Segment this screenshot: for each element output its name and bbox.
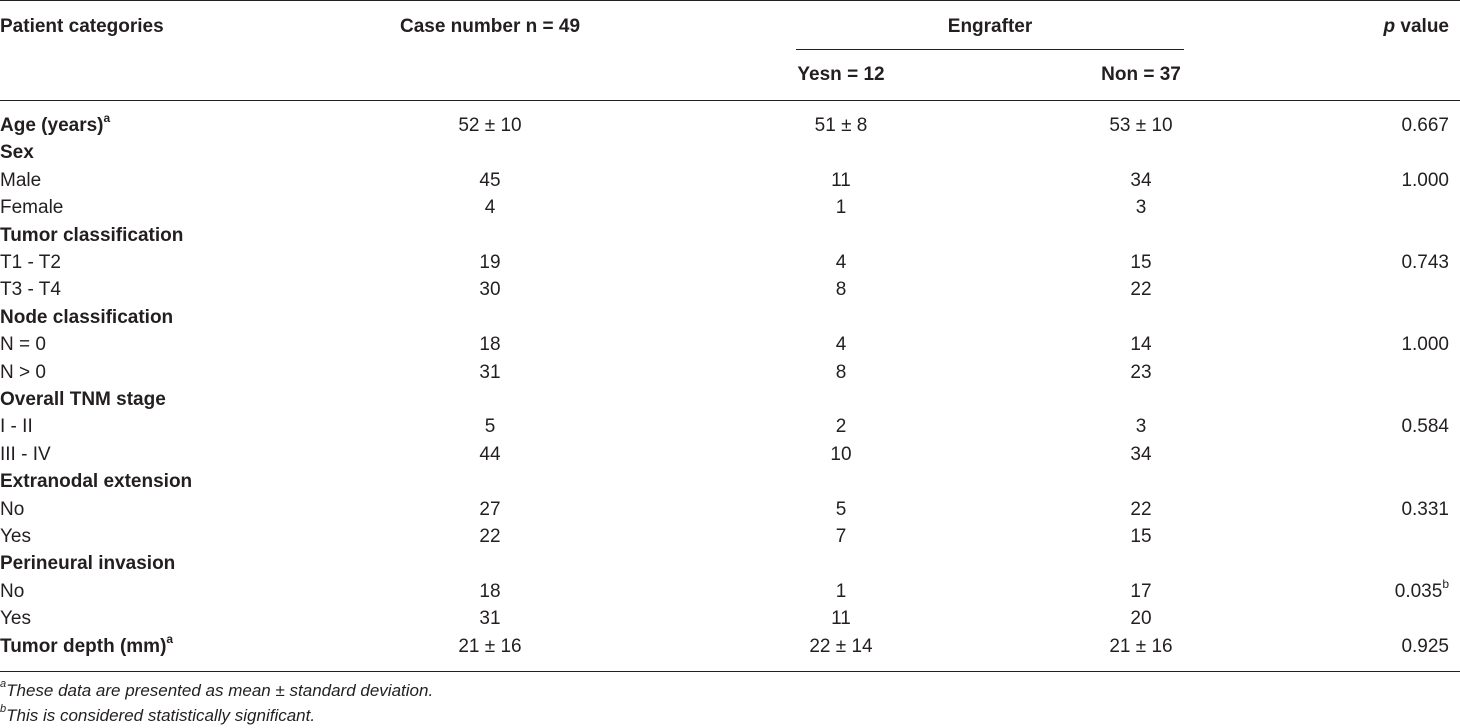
engrafter-no-cell: 20 (1130, 608, 1152, 629)
row-label-text: Age (years) (0, 115, 104, 136)
footnote-b-mark: b (0, 703, 7, 716)
p-value-text: 0.925 (1401, 636, 1449, 657)
header-engrafter: Engrafter (947, 16, 1033, 37)
row-label-text: Sex (0, 142, 34, 163)
engrafter-no-cell: 21 ± 16 (1109, 636, 1173, 657)
engrafter-no-cell: 14 (1130, 334, 1152, 355)
row-label-text: Tumor classification (0, 225, 184, 246)
p-value-footnote-mark: b (1442, 576, 1449, 591)
row-label-footnote-mark: a (103, 110, 111, 125)
row-label-text: Male (0, 170, 42, 191)
row-label-text: Yes (0, 526, 31, 547)
p-value-cell (1401, 636, 1449, 658)
row-label (0, 608, 31, 630)
row-label-text: No (0, 581, 25, 602)
row-label (0, 526, 31, 548)
p-value-cell (1394, 576, 1449, 603)
p-value-text: 0.667 (1401, 115, 1449, 136)
p-value-cell (1401, 499, 1449, 521)
row-label-text: Extranodal extension (0, 471, 193, 492)
row-label (0, 334, 46, 356)
engrafter-yes-cell: 4 (835, 252, 847, 273)
engrafter-no-cell: 22 (1130, 499, 1152, 520)
footnote-a-text: These data are presented as mean ± standard deviation. (6, 681, 434, 700)
engrafter-yes-cell: 8 (835, 279, 847, 300)
row-label (0, 471, 192, 493)
header-no: Non = 37 (1101, 64, 1181, 85)
footnote-a-mark: a (0, 678, 7, 691)
row-label (0, 307, 173, 329)
engrafter-yes-cell: 1 (835, 581, 847, 602)
engrafter-no-cell: 53 ± 10 (1109, 115, 1173, 136)
header-yes: Yesn = 12 (797, 64, 885, 85)
p-value-cell (1401, 334, 1449, 356)
p-value-text: 0.035 (1394, 581, 1443, 602)
row-label (0, 499, 24, 521)
row-label-text: No (0, 499, 25, 520)
p-value-text: 0.743 (1401, 252, 1449, 273)
footnote-b (0, 703, 316, 726)
p-value-cell (1401, 170, 1449, 192)
case-number-cell: 18 (479, 581, 501, 602)
case-number-cell: 18 (479, 334, 501, 355)
row-label-text: T1 - T2 (0, 252, 61, 273)
row-label-text: Overall TNM stage (0, 389, 166, 410)
header-bottom-rule (0, 100, 1460, 101)
table-top-rule (0, 0, 1460, 1)
case-number-cell: 19 (479, 252, 501, 273)
row-label-text: Node classification (0, 307, 174, 328)
engrafter-yes-cell: 1 (835, 197, 847, 218)
footnote-a (0, 678, 434, 701)
engrafter-span-rule (796, 49, 1184, 50)
header-p-value-text: value (1395, 16, 1449, 37)
row-label (0, 170, 41, 192)
engrafter-yes-cell: 7 (835, 526, 847, 547)
header-p-value (1384, 16, 1449, 38)
case-number-cell: 31 (479, 362, 501, 383)
case-number-cell: 45 (479, 170, 501, 191)
engrafter-yes-cell: 11 (831, 170, 851, 191)
engrafter-no-cell: 15 (1130, 252, 1152, 273)
row-label-footnote-mark: a (166, 631, 174, 646)
engrafter-no-cell: 3 (1135, 197, 1147, 218)
row-label (0, 553, 175, 575)
engrafter-yes-cell: 4 (835, 334, 847, 355)
engrafter-no-cell: 23 (1130, 362, 1152, 383)
row-label (0, 416, 33, 438)
case-number-cell: 21 ± 16 (458, 636, 522, 657)
engrafter-no-cell: 3 (1135, 416, 1147, 437)
engrafter-yes-cell: 10 (830, 444, 852, 465)
engrafter-yes-cell: 22 ± 14 (809, 636, 873, 657)
row-label (0, 279, 61, 301)
row-label-text: N > 0 (0, 362, 46, 383)
case-number-cell: 30 (479, 279, 501, 300)
engrafter-yes-cell: 5 (835, 499, 847, 520)
engrafter-no-cell: 22 (1130, 279, 1152, 300)
engrafter-yes-cell: 2 (835, 416, 847, 437)
engrafter-no-cell: 34 (1130, 170, 1152, 191)
engrafter-yes-cell: 51 ± 8 (814, 115, 868, 136)
footnote-b-text: This is considered statistically significant. (6, 706, 316, 725)
row-label (0, 444, 51, 466)
header-patient-categories: Patient categories (0, 16, 164, 37)
row-label-text: Yes (0, 608, 31, 629)
row-label (0, 225, 183, 247)
engrafter-no-cell: 34 (1130, 444, 1152, 465)
p-value-cell (1401, 115, 1449, 137)
p-value-cell (1401, 252, 1449, 274)
row-label (0, 110, 111, 137)
case-number-cell: 31 (479, 608, 501, 629)
row-label-text: I - II (0, 416, 33, 437)
case-number-cell: 27 (479, 499, 501, 520)
case-number-cell: 52 ± 10 (458, 115, 522, 136)
case-number-cell: 5 (484, 416, 496, 437)
row-label (0, 362, 46, 384)
p-value-text: 1.000 (1401, 170, 1449, 191)
p-value-text: 0.331 (1401, 499, 1449, 520)
engrafter-yes-cell: 8 (835, 362, 847, 383)
case-number-cell: 22 (479, 526, 501, 547)
p-value-cell (1401, 416, 1449, 438)
row-label-text: Tumor depth (mm) (0, 636, 167, 657)
p-value-text: 0.584 (1401, 416, 1449, 437)
case-number-cell: 44 (479, 444, 501, 465)
engrafter-no-cell: 17 (1130, 581, 1152, 602)
row-label-text: N = 0 (0, 334, 46, 355)
case-number-cell: 4 (484, 197, 496, 218)
row-label (0, 252, 61, 274)
row-label-text: Perineural invasion (0, 553, 176, 574)
row-label-text: III - IV (0, 444, 51, 465)
row-label (0, 631, 174, 658)
engrafter-no-cell: 15 (1130, 526, 1152, 547)
header-case-number: Case number n = 49 (399, 16, 581, 37)
row-label-text: T3 - T4 (0, 279, 61, 300)
row-label (0, 581, 24, 603)
table-bottom-rule (0, 671, 1460, 672)
p-value-text: 1.000 (1401, 334, 1449, 355)
row-label (0, 142, 34, 164)
row-label-text: Female (0, 197, 64, 218)
row-label (0, 389, 166, 411)
header-p-italic: p (1383, 16, 1396, 37)
row-label (0, 197, 63, 219)
engrafter-yes-cell: 11 (831, 608, 851, 629)
